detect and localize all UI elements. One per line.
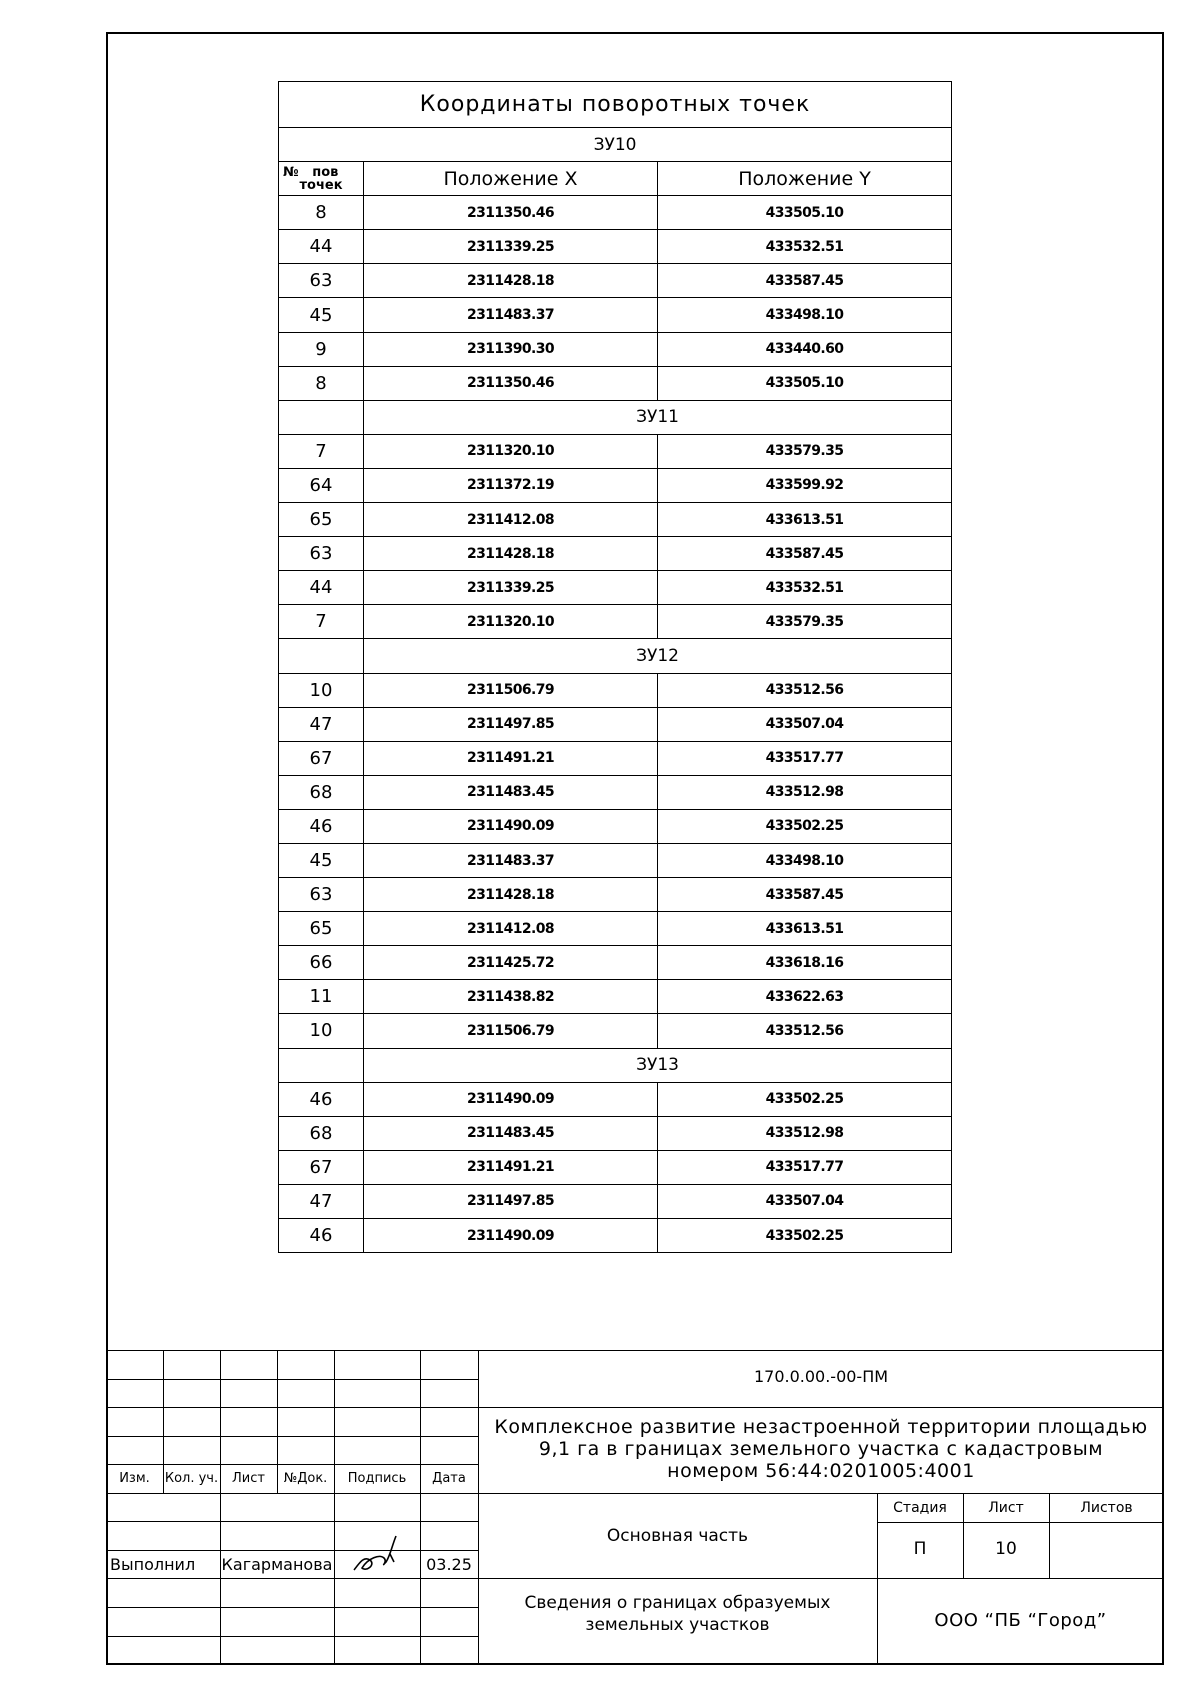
table-row — [279, 537, 952, 571]
y-coordinate: 433587.45 — [658, 878, 952, 912]
column-header-y: Положение Y — [658, 162, 952, 196]
y-coordinate: 433502.25 — [658, 1219, 952, 1253]
y-coordinate: 433502.25 — [658, 1082, 952, 1116]
coordinates-table — [278, 81, 952, 1253]
point-number: 8 — [279, 196, 364, 230]
x-coordinate: 2311339.25 — [364, 230, 658, 264]
group-row — [279, 1048, 952, 1082]
signature-image — [346, 1532, 406, 1578]
group-row — [279, 128, 952, 162]
x-coordinate: 2311320.10 — [364, 434, 658, 468]
y-coordinate: 433517.77 — [658, 1150, 952, 1184]
point-number: 65 — [279, 912, 364, 946]
header-data: Дата — [432, 1471, 466, 1486]
table-row — [279, 298, 952, 332]
x-coordinate: 2311372.19 — [364, 468, 658, 502]
group-name: ЗУ11 — [364, 400, 952, 434]
group-name: ЗУ13 — [364, 1048, 952, 1082]
table-row — [279, 1014, 952, 1048]
x-coordinate: 2311491.21 — [364, 741, 658, 775]
y-coordinate: 433505.10 — [658, 196, 952, 230]
point-number: 10 — [279, 673, 364, 707]
x-coordinate: 2311390.30 — [364, 332, 658, 366]
x-coordinate: 2311490.09 — [364, 809, 658, 843]
table-row — [279, 809, 952, 843]
table-row — [279, 1150, 952, 1184]
performer-name: Кагарманова — [221, 1555, 333, 1574]
x-coordinate: 2311428.18 — [364, 878, 658, 912]
column-header-x: Положение X — [364, 162, 658, 196]
point-number: 7 — [279, 605, 364, 639]
table-row — [279, 673, 952, 707]
y-coordinate: 433512.56 — [658, 1014, 952, 1048]
group-name: ЗУ12 — [364, 639, 952, 673]
group-name: ЗУ10 — [279, 128, 952, 162]
table-row — [279, 332, 952, 366]
point-number: 67 — [279, 1150, 364, 1184]
y-coordinate: 433579.35 — [658, 434, 952, 468]
table-row — [279, 775, 952, 809]
point-number: 7 — [279, 434, 364, 468]
sheet-title: Сведения о границах образуемых земельных участков — [524, 1593, 831, 1635]
y-coordinate: 433599.92 — [658, 468, 952, 502]
x-coordinate: 2311483.45 — [364, 1116, 658, 1150]
x-coordinate: 2311428.18 — [364, 264, 658, 298]
group-empty-cell — [279, 639, 364, 673]
table-row — [279, 1116, 952, 1150]
point-number: 9 — [279, 332, 364, 366]
x-coordinate: 2311497.85 — [364, 707, 658, 741]
table-row — [279, 366, 952, 400]
point-number: 66 — [279, 946, 364, 980]
title-block — [106, 1350, 1164, 1665]
point-number: 64 — [279, 468, 364, 502]
point-number: 47 — [279, 1184, 364, 1218]
sheets-label: Листов — [1080, 1500, 1133, 1516]
y-coordinate: 433622.63 — [658, 980, 952, 1014]
sheet-label: Лист — [988, 1500, 1024, 1516]
table-row — [279, 468, 952, 502]
x-coordinate: 2311350.46 — [364, 196, 658, 230]
group-empty-cell — [279, 1048, 364, 1082]
table-row — [279, 741, 952, 775]
point-number: 46 — [279, 809, 364, 843]
table-row — [279, 196, 952, 230]
header-podpis: Подпись — [347, 1471, 407, 1486]
header-kol-uch: Кол. уч. — [164, 1471, 219, 1486]
x-coordinate: 2311497.85 — [364, 1184, 658, 1218]
point-number: 68 — [279, 775, 364, 809]
y-coordinate: 433618.16 — [658, 946, 952, 980]
x-coordinate: 2311425.72 — [364, 946, 658, 980]
table-row — [279, 434, 952, 468]
table-row — [279, 1184, 952, 1218]
point-number: 67 — [279, 741, 364, 775]
table-row — [279, 264, 952, 298]
table-row — [279, 503, 952, 537]
point-number: 44 — [279, 230, 364, 264]
point-number: 47 — [279, 707, 364, 741]
point-number: 46 — [279, 1082, 364, 1116]
y-coordinate: 433498.10 — [658, 843, 952, 877]
table-row — [279, 843, 952, 877]
x-coordinate: 2311483.45 — [364, 775, 658, 809]
y-coordinate: 433512.98 — [658, 1116, 952, 1150]
table-row — [279, 878, 952, 912]
x-coordinate: 2311483.37 — [364, 298, 658, 332]
y-coordinate: 433613.51 — [658, 912, 952, 946]
y-coordinate: 433613.51 — [658, 503, 952, 537]
column-header-number: № пов точек — [279, 162, 364, 196]
x-coordinate: 2311483.37 — [364, 843, 658, 877]
x-coordinate: 2311412.08 — [364, 912, 658, 946]
x-coordinate: 2311339.25 — [364, 571, 658, 605]
y-coordinate: 433440.60 — [658, 332, 952, 366]
table-title: Координаты поворотных точек — [279, 82, 952, 128]
table-row — [279, 605, 952, 639]
header-list: Лист — [232, 1471, 265, 1486]
y-coordinate: 433512.98 — [658, 775, 952, 809]
x-coordinate: 2311490.09 — [364, 1219, 658, 1253]
x-coordinate: 2311320.10 — [364, 605, 658, 639]
y-coordinate: 433587.45 — [658, 264, 952, 298]
point-number: 63 — [279, 537, 364, 571]
table-row — [279, 230, 952, 264]
y-coordinate: 433579.35 — [658, 605, 952, 639]
group-empty-cell — [279, 400, 364, 434]
sheet-number: 10 — [995, 1539, 1017, 1559]
y-coordinate: 433505.10 — [658, 366, 952, 400]
y-coordinate: 433498.10 — [658, 298, 952, 332]
column-header-row — [279, 162, 952, 196]
group-row — [279, 639, 952, 673]
group-row — [279, 400, 952, 434]
header-izm: Изм. — [119, 1471, 150, 1486]
x-coordinate: 2311350.46 — [364, 366, 658, 400]
x-coordinate: 2311491.21 — [364, 1150, 658, 1184]
table-row — [279, 1219, 952, 1253]
table-row — [279, 980, 952, 1014]
y-coordinate: 433507.04 — [658, 707, 952, 741]
project-title: Комплексное развитие незастроенной территории площадью 9,1 га в границах земельного участка с кадастровым номером 56:44:0201005:4001 — [494, 1416, 1148, 1482]
x-coordinate: 2311490.09 — [364, 1082, 658, 1116]
company-name: ООО “ПБ “Город” — [934, 1610, 1107, 1631]
point-number: 10 — [279, 1014, 364, 1048]
header-ndok: №Док. — [283, 1471, 328, 1486]
role-label: Выполнил — [110, 1555, 196, 1574]
point-number: 63 — [279, 878, 364, 912]
y-coordinate: 433507.04 — [658, 1184, 952, 1218]
y-coordinate: 433517.77 — [658, 741, 952, 775]
x-coordinate: 2311506.79 — [364, 1014, 658, 1048]
table-row — [279, 571, 952, 605]
table-row — [279, 1082, 952, 1116]
date-value: 03.25 — [426, 1555, 472, 1574]
y-coordinate: 433532.51 — [658, 571, 952, 605]
point-number: 63 — [279, 264, 364, 298]
table-row — [279, 912, 952, 946]
point-number: 44 — [279, 571, 364, 605]
y-coordinate: 433502.25 — [658, 809, 952, 843]
y-coordinate: 433512.56 — [658, 673, 952, 707]
point-number: 8 — [279, 366, 364, 400]
x-coordinate: 2311506.79 — [364, 673, 658, 707]
x-coordinate: 2311428.18 — [364, 537, 658, 571]
stage-value: П — [913, 1539, 927, 1559]
table-row — [279, 707, 952, 741]
point-number: 45 — [279, 298, 364, 332]
stage-label: Стадия — [893, 1500, 947, 1516]
point-number: 45 — [279, 843, 364, 877]
table-title-row — [279, 82, 952, 128]
point-number: 68 — [279, 1116, 364, 1150]
y-coordinate: 433532.51 — [658, 230, 952, 264]
x-coordinate: 2311438.82 — [364, 980, 658, 1014]
x-coordinate: 2311412.08 — [364, 503, 658, 537]
table-row — [279, 946, 952, 980]
point-number: 46 — [279, 1219, 364, 1253]
y-coordinate: 433587.45 — [658, 537, 952, 571]
document-code: 170.0.00.-00-ПМ — [753, 1367, 889, 1386]
section-title: Основная часть — [606, 1526, 749, 1546]
point-number: 11 — [279, 980, 364, 1014]
point-number: 65 — [279, 503, 364, 537]
